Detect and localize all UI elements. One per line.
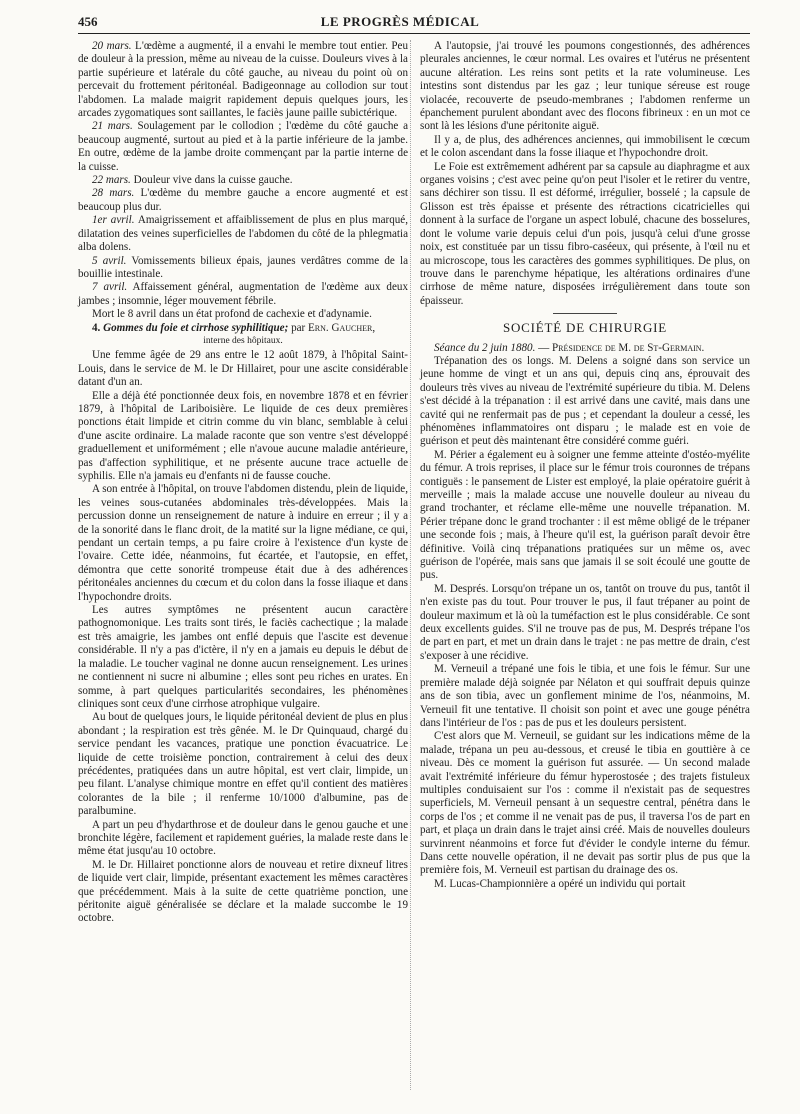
body-paragraph: Le Foie est extrêmement adhérent par sa capsule au diaphragme et aux organes voisins ; c'est avec peine qu'on peut l'isoler et le retirer du ventre, sans déchirer son tissu. Il est déformé, irrégulier, bosselé ; la capsule de Glisson est très épaisse et présente des rétractions cicatricielles qui donnent à la surface de l'organe un aspect lobulé, chacune des bosselures, dont le volume varie depuis celui d'un pois, jusqu'à celui d'une grosse noix, est constituée par un tissu fibro-caséeux, qui présente, à l'œil nu et au microscope, tous les caractères des gommes syphilitiques. De plus, on trouve dans le parenchyme hépatique, les altérations ordinaires d'une cirrhose de même nature, disposées irrégulièrement dans toute son épaisseur. <box>420 160 750 307</box>
body-paragraph: Une femme âgée de 29 ans entre le 12 août 1879, à l'hôpital Saint-Louis, dans le service de M. le Dr Hillairet, pour une ascite considérable datant d'un an. <box>78 349 408 389</box>
body-paragraph: M. Verneuil a trépané une fois le tibia, et une fois le fémur. Sur une première malade déjà soignée par Nélaton et qui souffrait depuis quinze ans de son tibia, avec un gonflement minime de l'os, néanmoins, M. Verneuil fit une tentative. Il choisit son point et avec une gouge pénétra dans l'intérieur de l'os : pas de pus et les douleurs persistent. <box>420 663 750 729</box>
journal-title: LE PROGRÈS MÉDICAL <box>320 14 480 29</box>
case-entry: 21 mars. Soulagement par le collodion ; l'œdème du côté gauche a beaucoup augmenté, surtout au pied et à la partie inférieure de la jambe. En outre, œdème de la jambe droite commençant par la partie interne de la cuisse. <box>78 120 408 173</box>
case-entry: Mort le 8 avril dans un état profond de cachexie et d'adynamie. <box>92 308 372 321</box>
body-paragraph: Trépanation des os longs. M. Delens a soigné dans son service un jeune homme de vingt et un ans qui, depuis cinq ans, éprouvait des douleurs très vives au niveau de l'extrémité supérieure du tibia. M. Delens s'est décidé à la trépanation : il est arrivé dans une cavité, mais dans une cavité qui ne renfermait pas de pus ; et cependant la douleur a cessé, les phénomènes inflammatoires ont disparu ; le malade est en voie de guérison et peut dès maintenant être considéré comme guéri. <box>420 354 750 448</box>
body-paragraph: Elle a déjà été ponctionnée deux fois, en novembre 1878 et en février 1879, à l'hôpital de Lariboisière. Le liquide de ces deux premières ponctions était limpide et citrin comme du vin blanc, semblable à celui d'une ascite ordinaire. La malade raconte que son ventre s'est développé graduellement et uniformément ; elle n'avoue aucune maladie antérieure, pas d'affection syphilitique, et ne présente aucune trace actuelle de syphilis. Elle n'a jamais eu d'enfants ni de fausse couche. <box>78 389 408 482</box>
running-header <box>0 14 800 30</box>
section-divider <box>553 313 617 314</box>
column-separator <box>410 40 411 1090</box>
case-entry: 22 mars. Douleur vive dans la cuisse gauche. <box>92 174 293 187</box>
body-paragraph: M. Després. Lorsqu'on trépane un os, tantôt on trouve du pus, tantôt il n'en existe pas du tout. Pour trouver le pus, il faut trépaner au point de douleur maximum et là où la tuméfaction est le plus considérable. Ce sont deux excellents guides. S'il ne trouve pas de pus, M. Després trépane l'os de part en part, et met un drain dans le trajet : ne pas mettre de drain, c'est s'exposer à une récidive. <box>420 582 750 662</box>
header-rule <box>78 33 750 34</box>
body-paragraph: Il y a, de plus, des adhérences anciennes, qui immobilisent le cœcum et le colon ascendant dans la fosse iliaque et l'hypochondre droit. <box>420 133 750 160</box>
case-entry: 28 mars. L'œdème du membre gauche a encore augmenté et est beaucoup plus dur. <box>78 187 408 213</box>
body-paragraph: M. Lucas-Championnière a opéré un individu qui portait <box>434 877 686 890</box>
case-entry: 1er avril. Amaigrissement et affaiblissement de plus en plus marqué, dilatation des veines superficielles de l'abdomen du côté de la phlegmatia alba dolens. <box>78 214 408 254</box>
section-title: SOCIÉTÉ DE CHIRURGIE <box>502 320 668 336</box>
body-paragraph: A part un peu d'hydarthrose et de douleur dans le genou gauche et une bronchite légère, facilement et rapidement guéries, la malade reste dans le même état jusqu'au 10 octobre. <box>78 818 408 858</box>
right-column <box>420 40 750 891</box>
body-paragraph: Les autres symptômes ne présentent aucun caractère pathognomonique. Les traits sont tirés, le faciès cachectique ; la malade est très amaigrie, les jambes ont enflé depuis que l'ascite est devenue considérable. Il n'y a pas d'ictère, il n'y en a jamais eu depuis le début de la maladie. Le toucher vaginal ne donne aucun renseignement. Les urines ne contiennent ni sucre ni albumine ; elles sont peu riches en urates. En somme, à part quelques particularités secondaires, les phénomènes cliniques sont ceux d'une cirrhose atrophique vulgaire. <box>78 604 408 710</box>
author-affiliation: interne des hôpitaux. <box>203 335 283 346</box>
body-paragraph: Au bout de quelques jours, le liquide péritonéal devient de plus en plus abondant ; la respiration est très gênée. M. le Dr Quinquaud, chargé du service pendant les vacances, pratique une ponction évacuatrice. Le liquide de cette troisième ponction, contrairement à celui des deux précédentes, pratiquées dans un autre hôpital, est vert clair, limpide, un peu filant. L'analyse chimique montre en effet qu'il contient des matières colorantes de la bile ; il renferme 10/1000 d'albumine, pas de paralbumine. <box>78 711 408 818</box>
body-paragraph: M. Périer a également eu à soigner une femme atteinte d'ostéo-myélite du fémur. A trois reprises, il place sur le fémur trois couronnes de trépans contiguës : le pansement de Lister est employé, la plaie opératoire guérit à merveille ; mais la malade accuse une nouvelle douleur au niveau du grand trochanter, et réclame elle-même une nouvelle trépanation. M. Périer trépane donc le grand trochanter : il est même obligé de le trépaner une seconde fois ; mais, à l'heure qu'il est, la guérison paraît devoir être définitive. Voilà cinq trépanations pratiquées sur un même os, avec guérison de l'opérée, mais sans que jamais il se soit écoulé une goutte de pus. <box>420 448 750 582</box>
page-number: 456 <box>78 14 98 29</box>
body-paragraph: M. le Dr. Hillairet ponctionne alors de nouveau et retire dixneuf litres de liquide vert clair, limpide, présentant exactement les mêmes caractères que précédemment. Mais à la suite de cette quatrième ponction, une péritonite aiguë généralisée se déclare et la malade succombe le 19 octobre. <box>78 858 408 925</box>
left-column <box>78 40 408 926</box>
case-entry: 20 mars. L'œdème a augmenté, il a envahi le membre tout entier. Peu de douleur à la pression, même au niveau de la cuisse. Douleurs vives à la partie supérieure et latérale du côté gauche, au niveau du point où on percevait du frottement péritonéal. Badigeonnage au collodion sur tout l'abdomen. La malade maigrit rapidement depuis quelques jours, les arcades zygomatiques sont saillantes, le faciès jaune paille subictérique. <box>78 40 408 120</box>
body-paragraph: C'est alors que M. Verneuil, se guidant sur les indications même de la malade, trépana un peu au-dessous, et creusé le tibia en gouttière à ce niveau. Dès ce moment la guérison fut assurée. — Un second malade avait l'extrémité inférieure du fémur hyperostosée ; des trajets fistuleux multiples conduisaient sur l'os : comme il n'existait pas de sequestres superficiels, M. Verneuil pensant à un sequestre central, pénétra dans le corps de l'os ; et comme il ne venait pas de pus, il traversa l'os de part en part, et plaça un drain dans le trajet ainsi créé. Mais de nouvelles douleurs survinrent néanmoins et force fut d'évider le condyle interne du fémur. Dans cette nouvelle opération, il ne devait pas sortir plus de pus que la première fois, M. Verneuil est partisan du drainage des os. <box>420 730 750 877</box>
case-entry: 7 avril. Affaissement général, augmentation de l'œdème aux deux jambes ; insomnie, léger mouvement fébrile. <box>78 281 408 307</box>
article-author: Ern. Gaucher, <box>308 321 376 334</box>
case-entry: 5 avril. Vomissements bilieux épais, jaunes verdâtres comme de la bouillie intestinale. <box>78 254 409 280</box>
seance-line: Séance du 2 juin 1880. — Présidence de M. de St-Germain. <box>434 341 705 354</box>
body-paragraph: A son entrée à l'hôpital, on trouve l'abdomen distendu, plein de liquide, les veines sous-cutanées abdominales très-développées. Mais la percussion donne un renseignement de nature à induire en erreur ; il y a de la sonorité dans le flanc droit, de la matité sur la ligne médiane, ce qui, pendant un certain temps, a pu faire croire à l'existence d'un kyste de l'ovaire. Cette idée, néanmoins, fut écartée, et l'autopsie, en effet, démontra que cette sonorité trompeuse était due à des adhérences péritonéales anciennes du cœcum et du colon dans la fosse iliaque et dans l'hypochondre droits. <box>78 483 408 603</box>
article-heading: 4. Gommes du foie et cirrhose syphilitique; par Ern. Gaucher, <box>92 321 376 334</box>
body-paragraph: A l'autopsie, j'ai trouvé les poumons congestionnés, des adhérences pleurales anciennes, le cœur normal. Les ovaires et l'utérus ne présentent aucune altération. Les reins sont petits et la rate volumineuse. Les intestins sont distendus par les gaz ; leur tunique séreuse est rouge violacée, recouverte de pseudo-membranes ; l'abdomen renferme un épanchement purulent abondant avec des flocons fibrineux : en un mot ce sont là les lésions d'une péritonite aiguë. <box>420 40 750 133</box>
